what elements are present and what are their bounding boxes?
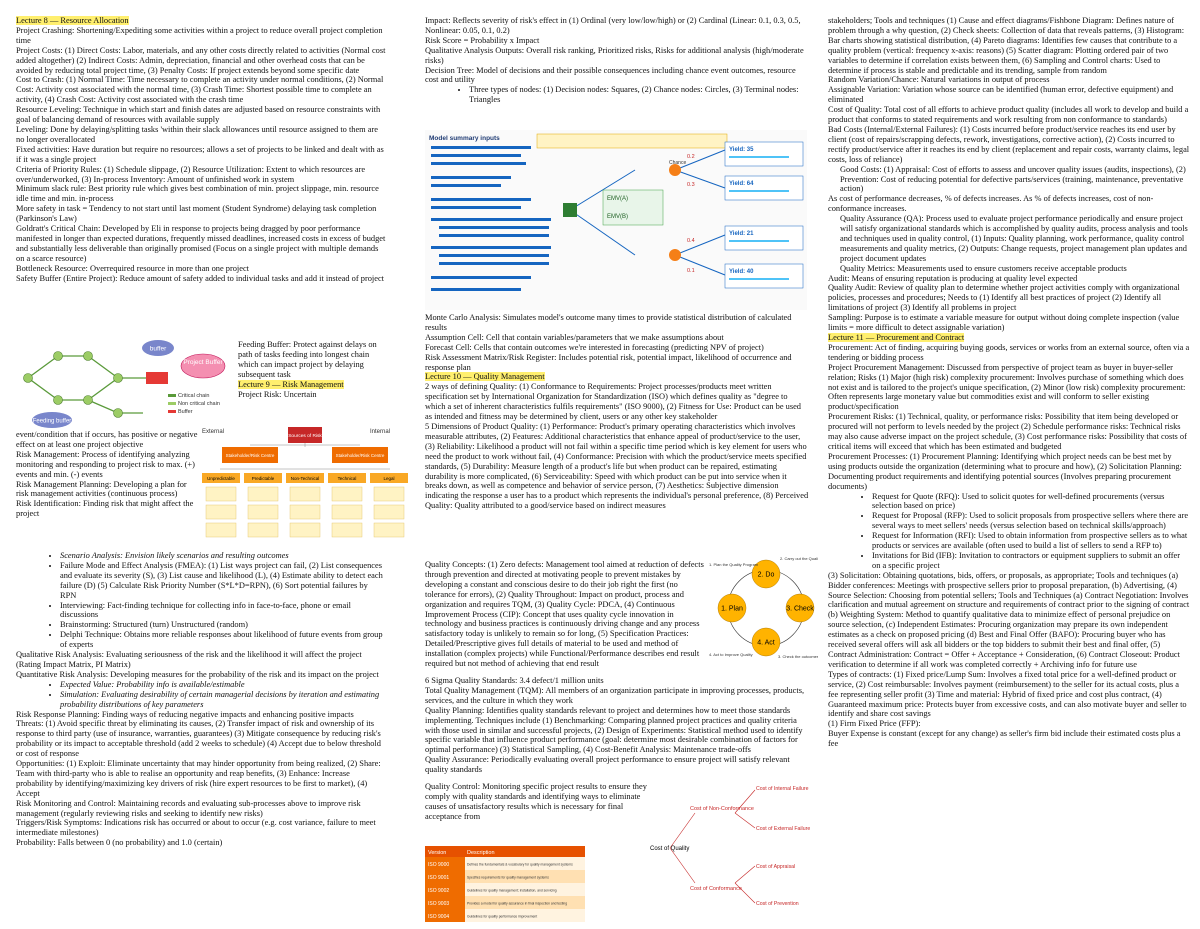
para-monte-carlo: Monte Carlo Analysis: Simulates model's outcome many times to provide statistical distribution of calculated results	[425, 313, 792, 332]
para-decision-tree: Decision Tree: Model of decisions and their possible consequences including chance event outcomes, resource cost and utility	[425, 65, 796, 85]
para-leveling: Resource Leveling: Technique in which start and finish dates are adjusted based on resource constraints with goal of balancing demand of resources with available supply	[16, 105, 381, 125]
para-ffp: (1) Firm Fixed Price (FFP):	[828, 719, 921, 729]
para-buyer: Buyer Expense is constant (except for any change) as seller's firm bid include their estimated costs plus a fee	[828, 729, 1181, 749]
para-monitoring: Risk Monitoring and Control: Maintaining records and evaluating sub-processes above to improve risk management (regularly reviewing risks and seeking to identify new risks)	[16, 798, 361, 818]
para-audit: Audit: Means of ensuring reputation is producing at quality level expected	[828, 273, 1078, 283]
iso-header: Description	[467, 850, 495, 856]
quality-text	[425, 313, 810, 511]
para-as-decr: As cost of performance decreases, % of defects increases. As % of defects increases, cost of non-conformance increases.	[828, 194, 1154, 214]
proc-item: • Invitations for Bid (IFB): Invitation to contractors or equipment suppliers to submit an offer on a specific project	[872, 551, 1190, 571]
column-right	[828, 16, 1190, 749]
prob-label: 0.3	[687, 182, 695, 188]
risk-intro-text: event/condition that if occurs, has positive or negative effect on at least one project objective Risk Management: Process of identifying analyzing monitoring and responding to project risk to max. (+) events and min. (-) events Risk Management Planning: Developing a plan for risk management activities (continuous process) Risk Identification: Finding risk that might affect the project	[16, 430, 201, 519]
risk-centre-left: Stakeholder/Risk Centre	[225, 453, 275, 458]
feeding-buffer-text: Feeding Buffer: Protect against delays on path of tasks feeding into longest chain which can impact project by delaying subsequent task Lecture 9 — Risk Management Project Risk: Uncertain	[238, 340, 388, 399]
pdca-do: 2. Do	[757, 571, 775, 579]
para-bad-costs: Bad Costs (Internal/External Failures): (1) Costs incurred before product/service reaches its end user by client (cost of repairs/scrapping defects, rework, investigations, corrective action), (2) Costs incurred to rectify product/service after it reaches its end by client (replacement and repair costs, warranty claims, legal costs, loss of reliance)	[828, 124, 1190, 164]
para-procurement: Procurement: Act of finding, acquiring buying goods, services or works from an external source, often via a tendering or bidding process	[828, 342, 1190, 362]
proc-item: • Request for Proposal (RFP): Used to solicit proposals from prospective sellers where there are several ways to meet sellers' needs (versus selection based on technical skills/approach)	[872, 511, 1190, 531]
cost-of-quality-diagram	[650, 778, 810, 918]
dtree-item: • Three types of nodes: (1) Decision nodes: Squares, (2) Chance nodes: Circles, (3) Terminal nodes: Triangles	[469, 85, 810, 105]
iso-header: Version	[428, 850, 447, 856]
decision-tree-diagram	[425, 130, 807, 310]
para-random-variation: Random Variation/Chance: Natural variations in output of process	[828, 75, 1050, 85]
iso-version: ISO 9001	[428, 875, 450, 881]
pdca-plan: 1. Plan	[721, 605, 743, 613]
coq-leaf: Cost of Appraisal	[756, 864, 796, 870]
para-project-risk: Project Risk: Uncertain	[238, 389, 317, 399]
para-risk-score: Risk Score = Probability x Impact	[425, 35, 540, 45]
para-leveling2: Leveling: Done by delaying/splitting tasks 'within their slack allowances until resource assigned to them are no longer overallocated	[16, 124, 379, 144]
lecture-10-heading: Lecture 10 — Quality Management	[425, 372, 545, 382]
chance-label: Chance	[669, 160, 687, 166]
pdca-note: 4. Act to Improve Quality	[709, 652, 753, 657]
para-goldratt: Goldratt's Critical Chain: Developed by Eli in response to projects being dragged by poor performance manifested in longer than expected durations, frequently missed deadlines, increased costs in excess of budget and substantially less deliverable than originally promised (Focus on a single project with multiple demands on a scarce resource)	[16, 224, 386, 263]
dtree-title: Model summary inputs	[429, 135, 500, 142]
para-crashing: Project Crashing: Shortening/Expediting some activities within a project to reduce overall project completion time	[16, 25, 383, 45]
para-quality-audit: Quality Audit: Review of quality plan to determine whether project activities comply with organizational policies, processes and procedures; Needs to (1) Identify all best practices of project (2) Identify all limitations of project (3) Identify all problems in project	[828, 283, 1180, 313]
pdca-act: 4. Act	[757, 639, 775, 647]
para-planning: Quality Planning: Identifies quality standards relevant to project and determines how to meet those standards implementing. Techniques include (1) Benchmarking: Comparing planned project practices and quality criteria with those used in similar and successful projects, (2) Design of Experiments: Statistical method used to identify specific variable that influence product performance (goal: determine most desirable combination of factors for optimal performance) (3) Statistical Sampling, (4) Cost-Benefit Analysis: Maintenance trade-offs	[425, 705, 803, 755]
para-safety: Safety Buffer (Entire Project): Reduce amount of safety added to individual tasks and add it instead of project	[16, 273, 385, 283]
para-quant-risk: Quantitative Risk Analysis: Developing measures for the probability of the risk and its impact on the project	[16, 669, 379, 679]
para-qual-outputs: Qualitative Analysis Outputs: Overall risk ranking, Prioritized risks, Risks for additional analysis (high/moderate risks)	[425, 45, 804, 65]
proc-item: • Request for Quote (RFQ): Used to solicit quotes for well-defined procurements (versus selection based on price)	[872, 492, 1190, 512]
risk-methods-text	[16, 551, 386, 848]
para-priority: Criteria of Priority Rules: (1) Schedule slippage, (2) Resource Utilization: Extent to which resources are over/underworked, (3) In-process Inventory: Amount of unfinished work in system	[16, 164, 366, 184]
para-metrics: Quality Metrics: Measurements used to ensure customers receive acceptable products	[840, 263, 1127, 273]
para-probability: Probability: Falls between 0 (no probability) and 1.0 (certain)	[16, 838, 223, 848]
risk-centre-right: Stakeholder/Risk Centre	[335, 453, 385, 458]
para-quality-ways: 2 ways of defining Quality: (1) Conformance to Requirements: Project processes/products meet written specification set by International Organization for Standardization (ISO) which defines quality as "degree to which a set of inherent characteristics fulfils requirements" (ISO 9000), (2) Fitness for Use: Product can be used as intended and fitness may be determined by client, users or any other key stakeholder	[425, 382, 801, 422]
para-assurance: Quality Assurance: Periodically evaluating overall project performance to ensure project will satisfy relevant quality standards	[425, 755, 790, 775]
risk-source-label: Sources of Risk	[288, 434, 322, 439]
para-ppm: Project Procurement Management: Discussed from perspective of project team as buyer in buyer-seller relation; Risks (1) Major (high risk) complexity procurement: Involves purchase of something which does not exist and is tailored to the project's unique specification, (2) Minor (low risk) complexity procurement: Often represents large monetary value but commodities exist and will conform to seller existing product/specification	[828, 362, 1186, 412]
risk-cat: Non-Technical	[290, 476, 320, 481]
para-six-sigma: 6 Sigma Quality Standards: 3.4 defect/1 million units	[425, 676, 604, 685]
para-assignable: Assignable Variation: Variation whose source can be identified (human error, defective equipment) and eliminated	[828, 85, 1174, 105]
prob-label: 0.1	[687, 268, 695, 274]
iso-version: ISO 9002	[428, 888, 450, 894]
para-cost-quality: Cost of Quality: Total cost of all efforts to achieve product quality (includes all work to develop and build a product that conforms to stated requirements and work resulting from non conformance to standards)	[828, 105, 1189, 125]
buffer-diagram	[18, 338, 233, 428]
buffer-label: buffer	[149, 345, 167, 353]
quality-mgmt-text	[425, 676, 810, 775]
external-label: External	[202, 429, 225, 435]
column-left	[16, 16, 386, 283]
yield-label: Yield: 40	[729, 269, 754, 275]
coq-conformance: Cost of Conformance	[690, 886, 742, 892]
quant-item: • Expected Value: Probability info is available/estimable	[60, 680, 386, 690]
emv-a: EMV(A)	[607, 196, 628, 202]
risk-id-item: • Brainstorming: Structured (turn) Unstructured (random)	[60, 620, 386, 630]
para-contract-types: Types of contracts: (1) Fixed price/Lump Sum: Involves a fixed total price for a well-defined product or service, (2) Cost reimbursable: Involves payment (reimbursement) to the seller for its actual costs, plus a fee representing seller profit (3) Time and material: Hybrid of fixed price and cost plus contract, (4) Guaranteed maximum price: Protects buyer from excessive costs, and can also motivate buyer and seller to identify and share cost savings	[828, 669, 1187, 719]
para-risk-mgmt: Risk Management: Process of identifying analyzing monitoring and responding to project risk to max. (+) events and min. (-) events	[16, 449, 195, 479]
iso-desc: Guidelines for quality performance improvement	[467, 914, 538, 919]
para-proc-processes: Procurement Processes: (1) Procurement Planning: Identifying which project needs can be best met by using products outside the organization (determining what to procure and how), (2) Solicitation Planning: Documenting product requirements and identifying potential sources (Involves preparing procurement documents)	[828, 451, 1182, 491]
para-fixed: Fixed activities: Have duration but require no resources; allows a set of projects to be linked and dealt with as if it was a single project	[16, 144, 384, 164]
prob-label: 0.2	[687, 154, 695, 160]
risk-cat: Legal	[383, 476, 395, 481]
legend-item: Non critical chain	[178, 401, 220, 407]
risk-cat: Predictable	[251, 476, 275, 481]
para-risk-id: Risk Identification: Finding risk that might affect the project	[16, 499, 194, 519]
lecture-11-heading: Lecture 11 — Procurement and Contract	[828, 333, 965, 342]
para-proc-risks: Procurement Risks: (1) Technical, quality, or performance risks: Possibility that item being developed or procured will not perform to levels needed by the project (2) Schedule performance risks: Technical risks may also cause adverse impact on the project schedule, (3) Cost performance risks: Possibility that costs of critical items will exceed that which has been estimated and budgeted	[828, 412, 1187, 451]
risk-cat: Unpredictable	[207, 476, 235, 481]
project-buffer-bubble	[181, 354, 225, 378]
para-tqm: Total Quality Management (TQM): All members of an organization participate in improving processes, products, services, and the culture in which they work	[425, 685, 805, 705]
para-bottleneck: Bottleneck Resource: Overrequired resource in more than one project	[16, 263, 250, 273]
internal-label: Internal	[370, 429, 391, 435]
pdca-diagram	[708, 548, 818, 668]
project-buffer-label: Project Buffer	[183, 359, 223, 366]
para-forecast-cell: Forecast Cell: Cells that contain outcomes we're interested in forecasting (predicting NPV of project)	[425, 342, 764, 352]
pdca-note: 1. Plan the Quality Program	[709, 562, 759, 567]
para-qual-risk: Qualitative Risk Analysis: Evaluating seriousness of the risk and the likelihood it will affect the project (Rating Impact Matrix, PI Matrix)	[16, 650, 362, 669]
risk-id-item: • Interviewing: Fact-finding technique for collecting info in face-to-face, phone or email discussions	[60, 601, 386, 621]
para-crash: Cost to Crash: (1) Normal Time: Time necessary to complete an activity under normal conditions, (2) Normal Cost: Activity cost associated with the normal time, (3) Crash Time: Shortest possible time to complete an activity, (4) Crash Cost: Activity cost associated with the crash time	[16, 75, 384, 105]
lecture-8-heading: Lecture 8 — Resource Allocation	[16, 16, 129, 25]
quant-item: • Simulation: Evaluating desirability of certain managerial decisions by iteration and estimating probability distributions of key parameters	[60, 690, 386, 710]
proc-item: • Request for Information (RFI): Used to obtain information from prospective sellers as to what products or services are available (often used to build a list of sellers to send a RFP to)	[872, 531, 1190, 551]
quality-concepts-text: Quality Concepts: (1) Zero defects: Management tool aimed at reduction of defects through prevention and directed at motivating people to prevent mistakes by developing a constant and conscious desire to do their job right the first (no tolerance for errors), (2) Quality Throughout: Impact on product, process and organization and requires TQM, (3) Quality Cycle: PDCA, (4) Continuous Improvement Process (CIP): Concept that uses quality cycle innovation in technology and business practices is continuously driving change and any process satisfactory today is unlikely to remain so for long, (5) Specification Practices: Detailed/Prescriptive gives full details of material to be used and method of installation (complex projects) while Functional/Performance describes end result required but not method of achieving that end result	[425, 560, 704, 669]
para-moreslack: More safety in task = Tendency to not start until last moment (Student Syndrome) delaying task completion (Parkinson's Law)	[16, 204, 377, 224]
para-threats: Threats: (1) Avoid specific threat by eliminating its causes, (2) Transfer impact of risk and ownership of its response to third party (use of insurance, warranties, guarantees) (3) Mitigate consequence by reducing risk's probability or its impact to acceptable threshold (add 2 weeks to schedule) (4) Accept due to below threshold or cost of response	[16, 719, 381, 759]
yield-label: Yield: 21	[729, 231, 754, 237]
iso-table	[425, 846, 585, 924]
risk-id-item: • Failure Mode and Effect Analysis (FMEA): (1) List ways project can fail, (2) List consequences and evaluate its severity (S), (3) List cause and likelihood (L), (4) Estimate ability to detect each failure (D) (5) Calculate Risk Priority Number (S*L*D=RPN), (6) Sort potential failures by RPN	[60, 561, 386, 601]
feeding-buffer-label: Feeding buffer	[32, 418, 72, 425]
pdca-check: 3. Check	[786, 605, 814, 613]
para-risk-planning: Risk Management Planning: Developing a plan for risk management activities (continuous process)	[16, 479, 187, 499]
para-risk-register: Risk Assessment Matrix/Risk Register: Includes potential risk, potential impact, likelihood of occurrence and response plan	[425, 352, 792, 372]
para-minslack: Minimum slack rule: Best priority rule which gives best combination of min. project slippage, min. resource idle time and min. in-process	[16, 184, 379, 204]
pdca-note: 2. Carry out the Qua	[780, 556, 817, 561]
para-tools: stakeholders; Tools and techniques (1) Cause and effect diagrams/Fishbone Diagram: Defines nature of problem through a why question, (2) Check sheets: Collection of data that reveals patterns, (3) Histogram: Bar charts showing statistical distribution, (4) Pareto diagrams: Identifies few causes that contribute to a quality problem (vertical: frequency x-axis: reasons) (5) Scatter diagram: Plotting ordered pair of two variables to determine if correlation exists between them, (6) Sampling and Control charts: Used to determine if process is stable and predictable and its trending, sample from random	[828, 16, 1185, 75]
legend-item: Critical chain	[178, 393, 210, 399]
coq-root: Cost of Quality	[650, 846, 690, 852]
para-assumption-cell: Assumption Cell: Cell that contain variables/parameters that we make assumptions about	[425, 332, 724, 342]
iso-desc: Defines the fundamentals & vocabulary for quality management systems	[467, 862, 573, 867]
iso-desc: Provides a model for quality assurance in final inspection and testing	[467, 901, 568, 906]
coq-nonconformance: Cost of Non-Conformance	[690, 806, 754, 812]
coq-leaf: Cost of Internal Failure	[756, 786, 809, 792]
emv-b: EMV(B)	[607, 214, 628, 220]
lecture-9-heading: Lecture 9 — Risk Management	[238, 379, 344, 389]
risk-cat: Technical	[337, 476, 357, 481]
risk-id-item: • Scenario Analysis: Envision likely scenarios and resulting outcomes	[60, 551, 386, 561]
para-response: Risk Response Planning: Finding ways of reducing negative impacts and enhancing positive impacts	[16, 709, 354, 719]
risk-id-item: • Delphi Technique: Obtains more reliable responses about likelihood of future events from group of experts	[60, 630, 386, 650]
risk-tree-diagram	[200, 425, 410, 550]
para-dimensions: 5 Dimensions of Product Quality: (1) Performance: Product's primary operating characteristics which involves measurable attributes, (2) Features: Additional characteristics that enhance appeal of product/service to the user, (3) Reliability: Likelihood a product will not fail within a specific time period which is key element for users who need the product to work without fail, (4) Conformance: Precision with which the product/service meets specified standards, (5) Durability: Measure length of a product's life but when product can be repaired, estimating durability is more complicated, (6) Serviceability: Speed with which product can be put into service when it breaks down, as well as competence and behavior of service person, (7) Aesthetics: Subjective dimension indicating the response a user has to a product which represents the individual's personal preference, (8) Perceived Quality: Quality attributed to a good/service based on indirect measures	[425, 421, 809, 511]
yield-label: Yield: 35	[729, 147, 754, 153]
para-costs: Project Costs: (1) Direct Costs: Labor, materials, and any other costs directly related to activities (Normal cost added altogether) (2) Indirect Costs: Admin, depreciation, financial and other overhead costs that can be avoided by reducing total project time, (3) Penalty Costs: If project extends beyond some specific date	[16, 45, 386, 75]
iso-version: ISO 9004	[428, 914, 450, 920]
iso-version: ISO 9003	[428, 901, 450, 907]
para-triggers: Triggers/Risk Symptoms: Indications risk has occurred or about to occur (e.g. cost variance, failure to meet intermediate milestones)	[16, 818, 376, 838]
para-solicitation: (3) Solicitation: Obtaining quotations, bids, offers, or proposals, as appropriate; Tools and techniques (a) Bidder conferences: Meetings with prospective sellers prior to proposal preparation, (b) Advertising, (4) Source Selection: Choosing from potential sellers; Tools and Techniques (a) Contract Negotiation: Involves clarification and mutual agreement on structure and requirements of contract prior to the signing of contract (b) Weighting System: Method to quantify qualitative data to minimize effect of personal prejudice on source selection, (c) Independent Estimates: Procuring organization may prepare its own independent estimates as a check on proposed pricing (d) Best and Final Offer (BAFO): Procuring buyer who has received several offers will ask all bidders or the top bidders to submit their best and final offer, (5) Contract Administration: Contract = Offer + Acceptance + Consideration, (6) Contract Closeout: Product verification to determine if all work was completed correctly + Archiving info for future use	[828, 570, 1190, 669]
quality-control-text: Quality Control: Monitoring specific project results to ensure they comply with quality standards and identifying ways to eliminate causes of unsatisfactory results which is necessary for final acceptance from	[425, 782, 647, 821]
iso-desc: Specifies requirements for quality management systems	[467, 875, 549, 880]
para-impact: Impact: Reflects severity of risk's effect in (1) Ordinal (very low/low/high) or (2) Cardinal (Linear: 0.1, 0.3, 0.5, Nonlinear: 0.05, 0.1, 0.2)	[425, 16, 801, 35]
iso-desc: Guidelines for quality management; installation, and servicing	[467, 888, 557, 893]
yield-label: Yield: 64	[729, 181, 754, 187]
para-good-costs: Good Costs: (1) Appraisal: Cost of efforts to assess and uncover quality issues (audits, inspections), (2) Prevention: Cost of reducing potential for defective parts/services (training, maintenance, preventative action)	[840, 164, 1186, 194]
column-middle	[425, 16, 810, 105]
legend-item: Buffer	[178, 409, 193, 415]
coq-leaf: Cost of External Failure	[756, 826, 810, 832]
pdca-note: 3. Check the outcomes	[778, 654, 818, 659]
para-opportunities: Opportunities: (1) Exploit: Eliminate uncertainty that may hinder opportunity from being realized, (2) Share: Team with third-party who is able to realise an opportunity and reap benefits, (3) Enhance: Increase probability by identifying/maximizing key drivers of risk (hire expert resources to be first to market), (4) Accept	[16, 759, 381, 798]
para-qa: Quality Assurance (QA): Process used to evaluate project performance periodically and ensure project will satisfy organizational standards which is accomplished by quality audits, process analysis and tools and techniques used in quality control, (1) Inputs: Quality planning, work performance, quality control measurements and quality metrics, (2) Outputs: Change requests, project management plan updates and project document updates	[840, 214, 1188, 263]
coq-leaf: Cost of Prevention	[756, 901, 799, 907]
iso-version: ISO 9000	[428, 862, 450, 868]
spacer	[828, 192, 858, 197]
para-sampling: Sampling: Purpose is to estimate a variable measure for output without doing complete inspection (value limits = more difficult to detect assignable variation)	[828, 313, 1180, 333]
prob-label: 0.4	[687, 238, 695, 244]
